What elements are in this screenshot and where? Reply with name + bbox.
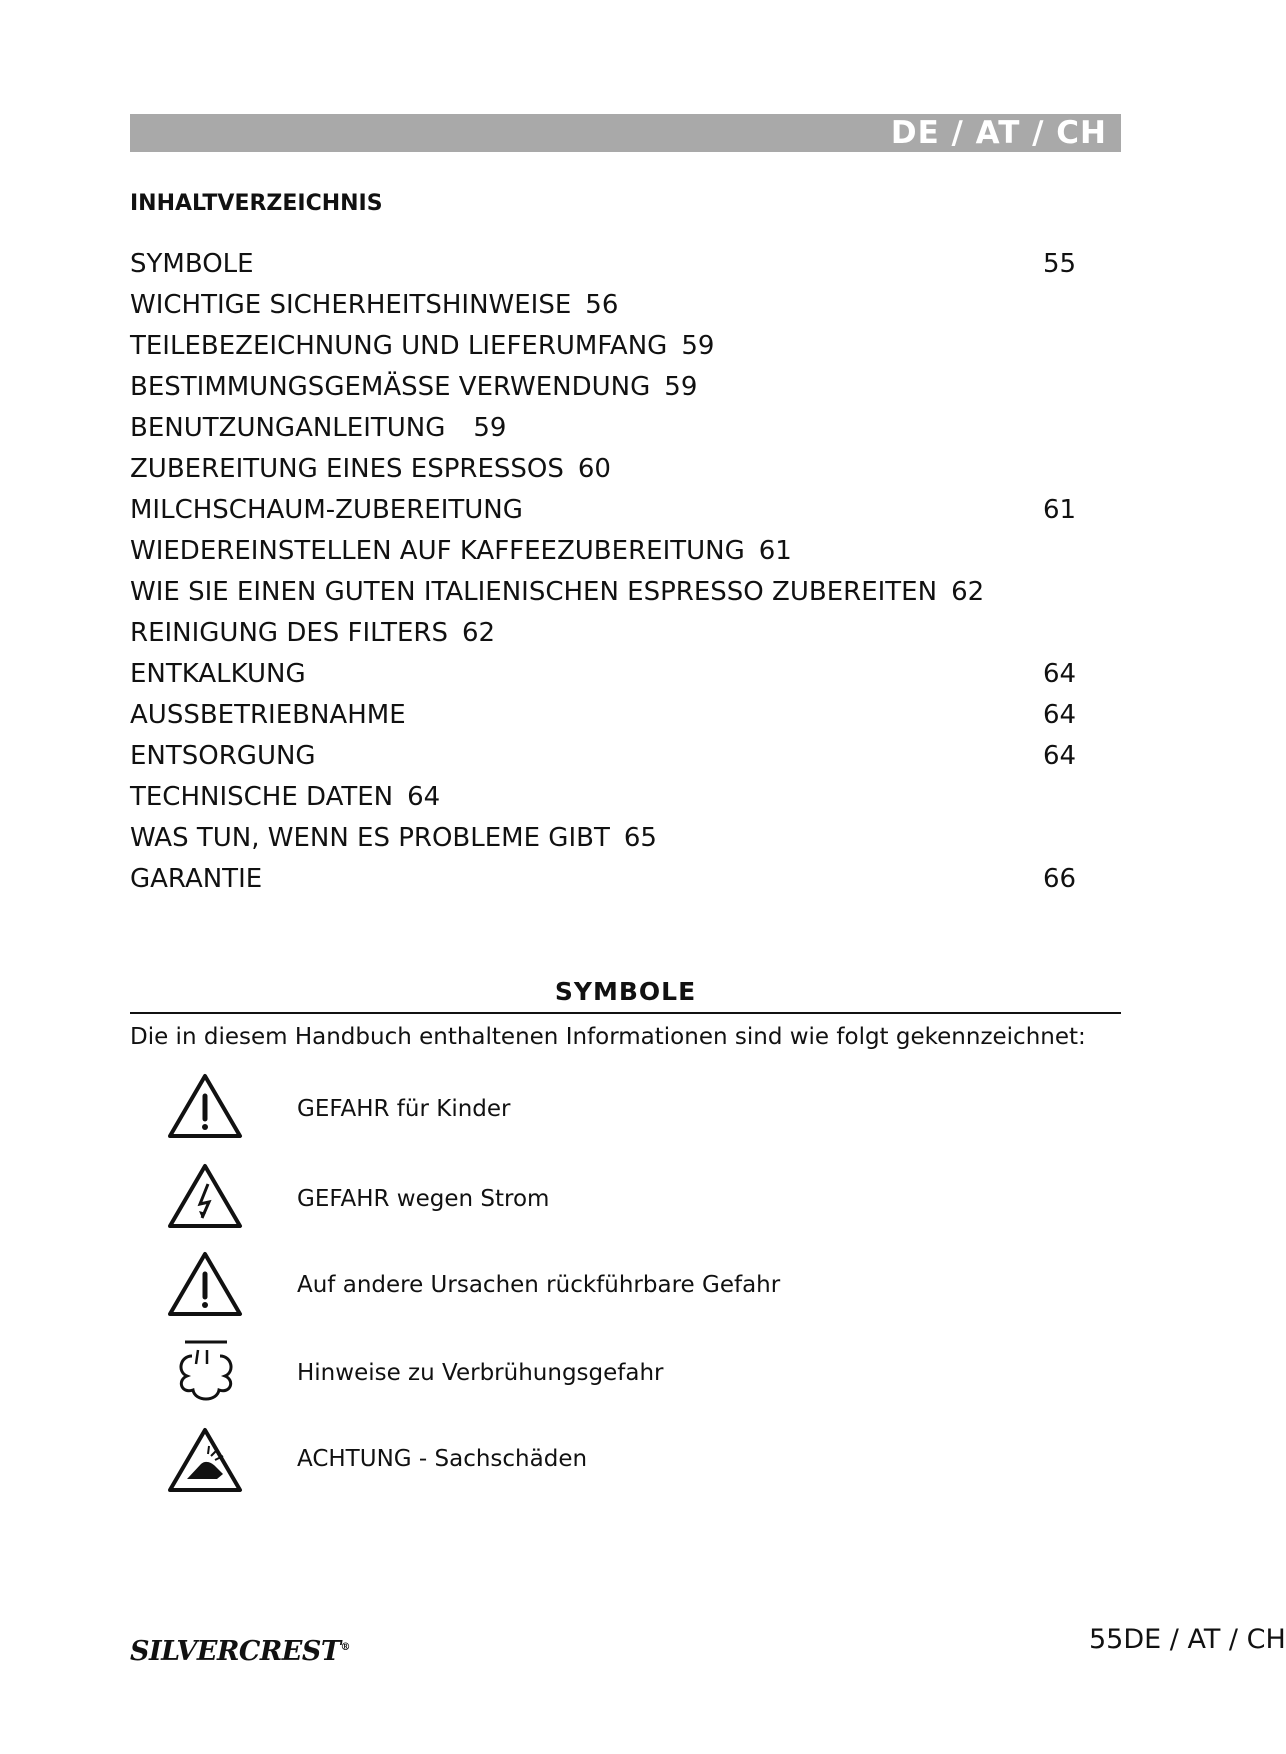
toc-entry-technische-daten	[130, 777, 1080, 818]
hot-steam-icon	[165, 1336, 245, 1408]
toc-entry-page: 62	[461, 618, 496, 648]
language-label: DE / AT / CH	[890, 115, 1107, 151]
symbol-label: GEFAHR wegen Strom	[297, 1186, 550, 1212]
toc-entry-label: WIEDEREINSTELLEN AUF KAFFEEZUBEREITUNG	[130, 536, 745, 566]
toc-entry-wiedereinstellen	[130, 531, 1080, 572]
language-header-bar	[130, 114, 1121, 152]
toc-entry-label: BESTIMMUNGSGEMÄSSE VERWENDUNG	[130, 372, 651, 402]
toc-entry-page: 64	[1043, 659, 1077, 689]
toc-entry-label: SYMBOLE	[130, 249, 254, 279]
toc-entry-page: 65	[623, 823, 657, 853]
toc-entry-label: AUSSBETRIEBNAHME	[130, 700, 406, 730]
toc-entry-label: TECHNISCHE DATEN	[130, 782, 394, 812]
toc-entry-probleme	[130, 818, 1080, 859]
toc-entry-page: 64	[1043, 700, 1077, 730]
registered-mark: ®	[340, 1642, 350, 1653]
symbol-item	[165, 1070, 1065, 1150]
brand-logo	[130, 1636, 350, 1667]
toc-entry-entkalkung	[130, 654, 1080, 695]
toc-entry-sicherheitshinweise	[130, 285, 1080, 326]
toc-entry-verwendung	[130, 367, 1080, 408]
toc-entry-page: 62	[951, 577, 985, 607]
toc-entry-italienischer-espresso	[130, 572, 1080, 613]
toc-entry-label: ZUBEREITUNG EINES ESPRESSOS	[130, 454, 564, 484]
symbol-label: Hinweise zu Verbrühungsgefahr	[297, 1360, 664, 1386]
toc-entry-aussbetriebnahme	[130, 695, 1080, 736]
table-of-contents	[130, 244, 1080, 900]
toc-entry-page: 59	[664, 372, 698, 402]
toc-entry-label: ENTKALKUNG	[130, 659, 306, 689]
toc-entry-page: 61	[758, 536, 792, 566]
page-number: 55DE / AT / CH	[1089, 1624, 1286, 1655]
toc-entry-label: WICHTIGE SICHERHEITSHINWEISE	[130, 290, 572, 320]
toc-entry-entsorgung	[130, 736, 1080, 777]
toc-entry-label: WIE SIE EINEN GUTEN ITALIENISCHEN ESPRESSO ZUBEREITEN	[130, 577, 938, 607]
toc-entry-espresso	[130, 449, 1080, 490]
symbol-label: Auf andere Ursachen rückführbare Gefahr	[297, 1272, 781, 1298]
symbols-intro: Die in diesem Handbuch enthaltenen Informationen sind wie folgt gekennzeichnet:	[130, 1024, 1086, 1050]
toc-entry-page: 61	[1043, 495, 1077, 525]
symbol-item	[165, 1336, 1065, 1416]
symbol-label: ACHTUNG - Sachschäden	[297, 1446, 588, 1472]
toc-entry-label: WAS TUN, WENN ES PROBLEME GIBT	[130, 823, 610, 853]
symbols-section-title: SYMBOLE	[554, 977, 697, 1006]
toc-entry-label: MILCHSCHAUM-ZUBEREITUNG	[130, 495, 523, 525]
toc-entry-label: ENTSORGUNG	[130, 741, 316, 771]
symbol-item	[165, 1160, 1065, 1240]
toc-entry-label: REINIGUNG DES FILTERS	[130, 618, 448, 648]
toc-entry-page: 66	[1043, 864, 1077, 894]
toc-entry-page: 64	[1043, 741, 1077, 771]
toc-entry-label: BENUTZUNGANLEITUNG	[130, 413, 446, 443]
electric-hazard-icon	[165, 1160, 245, 1232]
toc-entry-garantie	[130, 859, 1080, 900]
brand-name: SILVERCREST	[130, 1636, 341, 1667]
toc-entry-page: 56	[585, 290, 619, 320]
symbol-item	[165, 1248, 1065, 1328]
toc-entry-reinigung	[130, 613, 1080, 654]
symbol-label: GEFAHR für Kinder	[297, 1096, 511, 1122]
toc-entry-page: 60	[577, 454, 611, 484]
toc-entry-page: 59	[473, 413, 507, 443]
toc-entry-page: 55	[1043, 249, 1077, 279]
warning-children-icon	[165, 1070, 245, 1142]
toc-title: INHALTVERZEICHNIS	[130, 191, 383, 216]
toc-entry-symbole	[130, 244, 1080, 285]
toc-entry-benutzunganleitung	[130, 408, 1080, 449]
property-damage-icon	[165, 1424, 245, 1496]
section-divider	[130, 1012, 1121, 1014]
toc-entry-label: GARANTIE	[130, 864, 263, 894]
toc-entry-milchschaum	[130, 490, 1080, 531]
general-warning-icon	[165, 1248, 245, 1320]
toc-entry-teilebezeichnung	[130, 326, 1080, 367]
toc-entry-page: 64	[407, 782, 441, 812]
symbol-item	[165, 1424, 1065, 1504]
toc-entry-page: 59	[681, 331, 715, 361]
toc-entry-label: TEILEBEZEICHNUNG UND LIEFERUMFANG	[130, 331, 668, 361]
